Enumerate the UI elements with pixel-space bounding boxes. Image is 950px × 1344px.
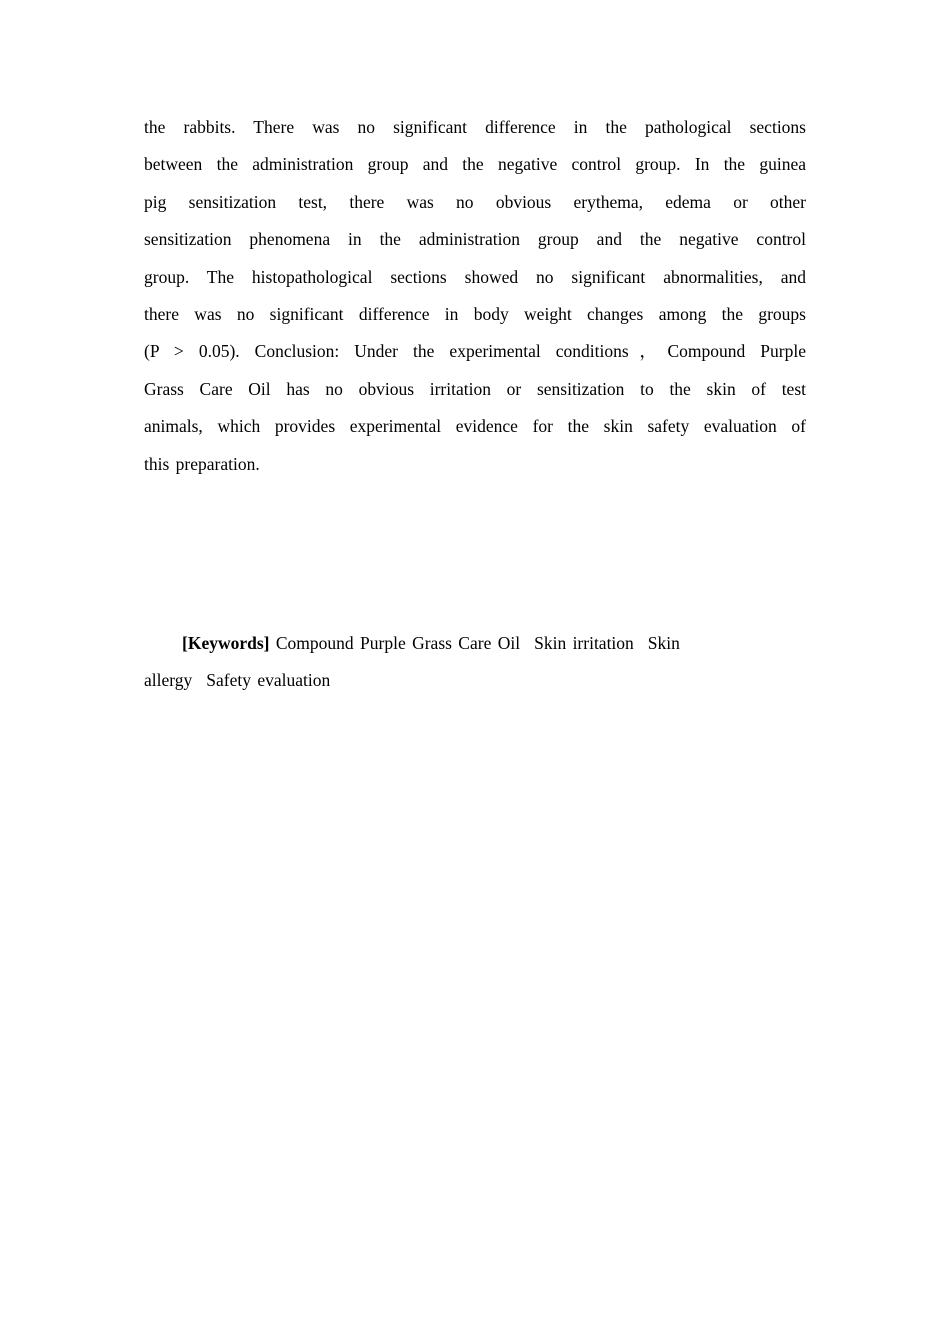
keyword-item: Compound Purple Grass Care Oil [275, 633, 521, 653]
keyword-item: Safety evaluation [206, 670, 331, 691]
keywords-line [144, 625, 806, 662]
abstract-line: animals, which provides experimental evidence for the skin safety evaluation of [144, 416, 806, 437]
keywords-line [144, 662, 806, 699]
abstract-paragraph [144, 109, 806, 483]
keyword-item-part: Skin [647, 633, 680, 653]
abstract-line: this preparation. [144, 453, 260, 474]
keyword-item: Skin irritation [534, 633, 634, 653]
abstract-line: between the administration group and the negative control group. In the guinea [144, 154, 806, 175]
abstract-line: the rabbits. There was no significant difference in the pathological sections [144, 117, 806, 137]
abstract-line: group. The histopathological sections showed no significant abnormalities, and [144, 266, 806, 287]
abstract-line: there was no significant difference in body weight changes among the groups [144, 303, 806, 324]
keywords-section [144, 625, 806, 700]
abstract-line: Grass Care Oil has no obvious irritation or sensitization to the skin of test [144, 378, 806, 399]
abstract-line: (P > 0.05). Conclusion: Under the experimental conditions，Compound Purple [144, 341, 806, 362]
abstract-line: sensitization phenomena in the administration group and the negative control [144, 229, 806, 250]
abstract-line: pig sensitization test, there was no obvious erythema, edema or other [144, 191, 806, 212]
keyword-item-part: allergy [144, 670, 193, 691]
keywords-label: [Keywords] [182, 633, 270, 653]
